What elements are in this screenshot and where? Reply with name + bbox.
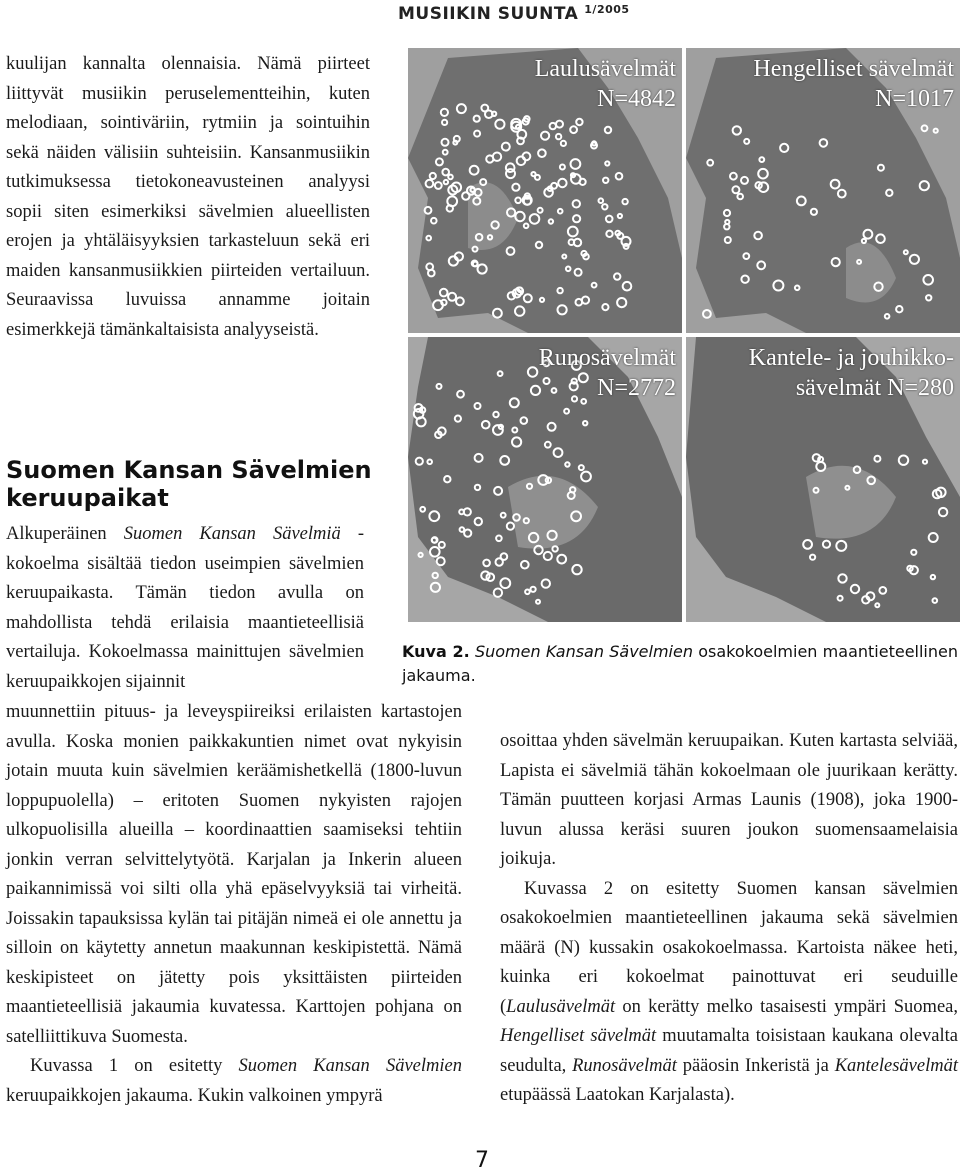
right-paragraph-2-italic-c: Runosävelmät [572, 1055, 677, 1076]
right-paragraph-2-text-d: pääosin Inkeristä ja [676, 1055, 835, 1076]
section-paragraph-2-italic: Suomen Kansan Sävelmien [238, 1056, 462, 1076]
masthead [398, 4, 648, 28]
right-paragraph-2-text-c: muutamalta toisistaan kaukana olevalta seudulta, [500, 1026, 959, 1076]
section-paragraph-1-text-a: Alkuperäinen [6, 524, 124, 544]
map-label-count: N=1017 [875, 86, 954, 112]
section-paragraph-1 [6, 520, 364, 697]
map-label-laulusavelmat [535, 54, 676, 114]
collection-name-italic: Suomen Kansan Sävelmiä [123, 524, 341, 544]
caption-label: Kuva 2. [402, 642, 470, 661]
right-paragraph-2-italic-a: Laulusävelmät [506, 996, 616, 1017]
map-label-hengelliset [753, 54, 954, 114]
section-paragraph-1-text-b: -kokoelma sisältää tiedon useimpien sävelmien keruupaikasta. Tämän tiedon avulla on mahdollista tehdä erilaisia maantieteellisiä vertailuja. Kokoelmassa mainittujen sävelmien keruupaikkojen sijainnit [6, 524, 364, 692]
caption-italic: Suomen Kansan Sävelmien [474, 642, 693, 661]
map-label-title: Laulusävelmät [534, 56, 676, 82]
section-body [6, 520, 364, 697]
map-label-kantelesavelmat [749, 343, 954, 403]
map-panel-runosavelmat [408, 337, 682, 622]
right-paragraph-2-italic-d: Kantelesävelmät [834, 1055, 958, 1076]
right-paragraph-2-text-e: etupäässä Laatokan Karjalasta). [500, 1085, 735, 1105]
journal-title: MUSIIKIN SUUNTA [398, 4, 579, 24]
intro-paragraph: kuulijan kannalta olennaisia. Nämä piirteet liittyvät musiikin peruselementteihin, kuten melodiaan, sointiväriin, rytmiin ja sointuihin sekä näiden välisiin suhteisiin. Kansanmusiikin tutkimuksessa tietokoneavusteinen analyysi sopii siten esimerkiksi sävelmien alueellisten erojen ja yhtäläisyyksien tarkasteluun sekä eri maiden kansanmusiikkien piirteiden vertailuun. Seuraavissa luvuissa annamme joitain esimerkkejä tämänkaltaisista analyyseistä. [6, 54, 370, 340]
map-label-count: sävelmät N=280 [795, 375, 954, 401]
section-paragraph-2-text-a: Kuvassa 1 on esitetty [30, 1056, 239, 1076]
right-paragraph-2-text-a: Kuvassa 2 on esitetty Suomen kansan sävelmien osakokoelmien maantieteellinen jakauma sekä sävelmien määrä (N) kussakin osakokoelmassa. Kartoista näkee heti, kuinka eri kokoelmat painottuvat eri seuduille ( [500, 878, 958, 1017]
map-label-title: Runosävelmät [538, 345, 676, 371]
page-number: 7 [475, 1148, 489, 1173]
right-column [500, 727, 958, 1111]
map-panel-laulusavelmat [408, 48, 682, 333]
section-heading: Suomen Kansan Sävelmien keruupaikat [6, 456, 372, 512]
issue-number: 1/2005 [584, 3, 630, 16]
right-paragraph-2 [500, 875, 958, 1111]
map-panel-hengelliset [686, 48, 960, 333]
section-paragraph-2-text-b: keruupaikkojen jakauma. Kukin valkoinen ympyrä [6, 1085, 383, 1106]
right-paragraph-2-italic-b: Hengelliset sävelmät [500, 1026, 657, 1046]
figure-caption [402, 640, 958, 688]
map-panel-kantelesavelmat [686, 337, 960, 622]
figure-maps [408, 48, 960, 622]
caption-text: osakokoelmien maantieteellinen jakauma. [402, 642, 959, 685]
map-label-count: N=2772 [597, 375, 676, 401]
section-paragraph-2 [6, 1052, 462, 1111]
map-label-title: Kantele- ja jouhikko- [748, 345, 954, 371]
map-label-title: Hengelliset sävelmät [753, 56, 954, 82]
section-paragraph-1-continued: muunnettiin pituus- ja leveyspiireiksi erilaisten kartastojen avulla. Koska monien paikkakuntien nimet ovat nykyisin jotain muuta kuin sävelmien keräämishetkellä (1800-luvun loppupuolella) – eritoten Suomen nykyisten rajojen ulkopuolisilla alueilla – koordinaattien saamiseksi tehtiin jonkin verran selvittelytyötä. Karjalan ja Inkerin alueen paikannimissä voi silti olla yhä epäselvyyksiä tai virheitä. Joissakin tapauksissa kylän tai pitäjän nimeä ei ole annettu ja silloin on käytetty annetun maakunnan keskipistettä. Nämä keskipisteet on jätetty pois yksittäisten piirteiden maantieteellisiä jakaumia kuvatessa. Karttojen pohjana on satelliittikuva Suomesta. [6, 702, 462, 1047]
map-label-runosavelmat [539, 343, 676, 403]
map-label-count: N=4842 [597, 86, 676, 112]
right-paragraph-1: osoittaa yhden sävelmän keruupaikan. Kuten kartasta selviää, Lapista ei sävelmiä tähän kokoelmaan ole juurikaan kerätty. Tämän puutteen korjasi Armas Launis (1908), joka 1900-luvun alussa keräsi suuren joukon suomensaamelaisia joikuja. [500, 731, 958, 869]
right-paragraph-2-text-b: on kerätty melko tasaisesti ympäri Suomea, [615, 996, 958, 1017]
section-body-wide [6, 698, 462, 1111]
intro-column [6, 50, 370, 345]
